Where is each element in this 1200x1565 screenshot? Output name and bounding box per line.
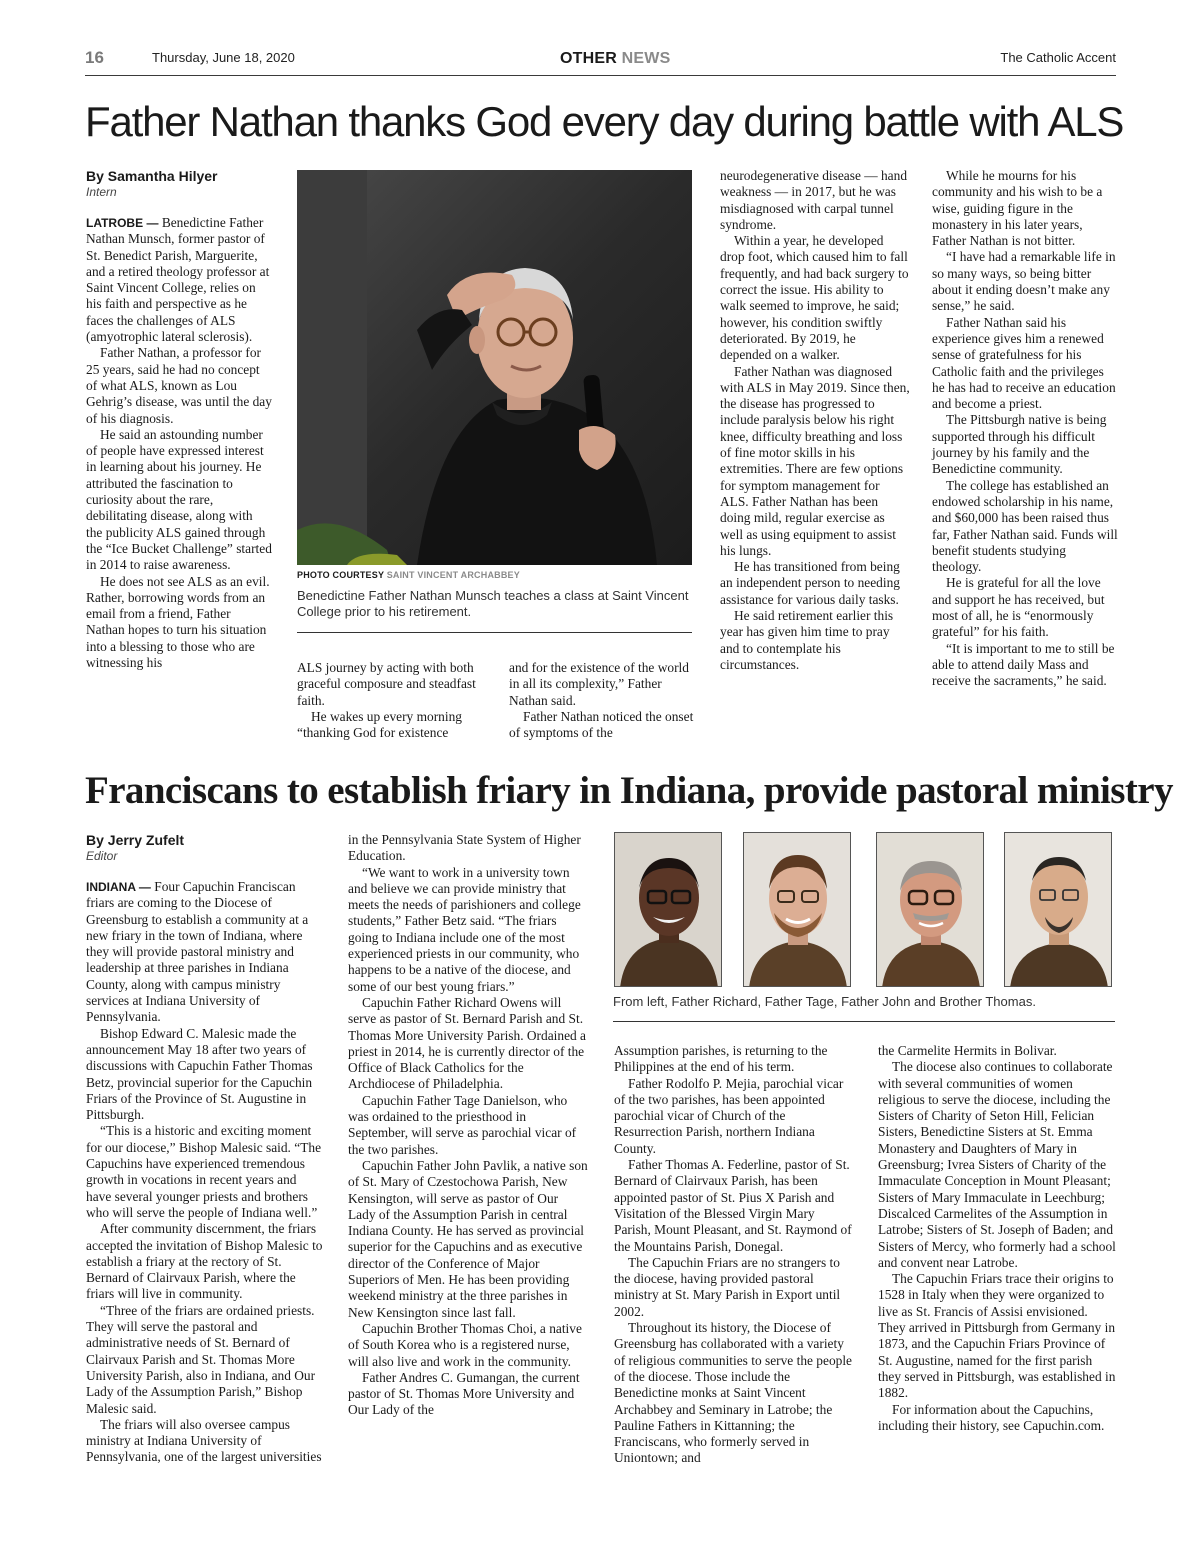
publication-name: The Catholic Accent: [1000, 50, 1116, 65]
article-paragraph: the Carmelite Hermits in Bolivar.: [878, 1043, 1057, 1058]
caption-divider: [297, 632, 692, 633]
article-paragraph: “This is a historic and exciting moment for our diocese,” Bishop Malesic said. “The Capuchins have experienced tremendous growth in vocations in recent years and have several younger priests and brothers who will serve the people of Indiana well.”: [86, 1123, 322, 1220]
portrait-photo: [1005, 833, 1112, 987]
article2-dateline: INDIANA —: [86, 880, 151, 894]
portrait-photo: [877, 833, 984, 987]
article1-headline: Father Nathan thanks God every day during battle with ALS: [85, 98, 1124, 145]
article-paragraph: Capuchin Father Richard Owens will serve as pastor of St. Bernard Parish and St. Thomas More University Parish. Ordained a priest in 2014, he is currently director of the Office of Black Catholics for the Archdiocese of Philadelphia.: [348, 994, 587, 1092]
article1-photo-caption: Benedictine Father Nathan Munsch teaches a class at Saint Vincent College prior to his retirement.: [297, 588, 689, 619]
caption-divider: [613, 1021, 1115, 1022]
article-paragraph: INDIANA — Four Capuchin Franciscan friars are coming to the Diocese of Greensburg to establish a community at a new friary in the town of Indiana, where they will provide pastoral ministry and leadership at three parishes in Indiana County, along with campus ministry services at Indiana University of Pennsylvania.: [86, 879, 309, 1025]
article-paragraph: After community discernment, the friars accepted the invitation of Bishop Malesic to establish a friary at the rectory of St. Bernard of Clairvaux Parish, where the friars will live in community.: [86, 1221, 323, 1302]
article-paragraph: “It is important to me to still be able to attend daily Mass and receive the sacraments,” he said.: [932, 640, 1115, 689]
article-paragraph: “Three of the friars are ordained priests. They will serve the pastoral and administrative needs of St. Bernard of Clairvaux Parish and St. Thomas More University Parish, also in Indiana, and Our Lady of the Assumption Parish,” Bishop Malesic said.: [86, 1302, 316, 1416]
article-paragraph: and for the existence of the world in all its complexity,” Father Nathan said.: [509, 660, 689, 708]
article-paragraph: in the Pennsylvania State System of Higher Education.: [348, 832, 581, 864]
article1-column-5: [932, 168, 1118, 690]
page-header: [85, 48, 1116, 76]
article-paragraph: neurodegenerative disease — hand weakness — in 2017, but he was misdiagnosed with carpal tunnel syndrome.: [720, 168, 908, 232]
article-paragraph: For information about the Capuchins, including their history, see Capuchin.com.: [878, 1401, 1105, 1433]
article-paragraph: The college has established an endowed scholarship in his name, and $60,000 has been raised thus far, Father Nathan said. Funds will benefit students studying theology.: [932, 477, 1118, 575]
article-paragraph: Father Nathan said his experience gives him a renewed sense of gratefulness for his Catholic faith and the privileges he has had to receive an education and become a priest.: [932, 314, 1116, 412]
article1-byline-role: Intern: [86, 185, 117, 199]
article1-byline: By Samantha Hilyer: [86, 168, 218, 184]
article2-column-4: [878, 1043, 1118, 1434]
article2-column-2: [348, 832, 588, 1419]
article-paragraph: The diocese also continues to collaborate with several communities of women religious to serve the diocese, including the Sisters of Charity of Seton Hill, Felician Sisters, Benedictine Sisters at St. Emma Monastery and Daughters of Mary in Greensburg; Ivrea Sisters of Charity of the Immaculate Conception in Mount Pleasant; Sisters of Mary Immaculate in Leechburg; Discalced Carmelites of the Assumption in Latrobe; Sisters of St. Joseph of Baden; and Sisters of Mercy, who formerly had a school and convent near Latrobe.: [878, 1059, 1116, 1270]
portrait-father-john: [876, 832, 984, 987]
article-paragraph: “I have had a remarkable life in so many ways, so being bitter about it ending doesn’t make any sense,” he said.: [932, 249, 1116, 314]
article-paragraph: Within a year, he developed drop foot, which caused him to fall frequently, and had back surgery to correct the issue. His ability to walk seemed to improve, he said; however, his condition swiftly deteriorated. By 2019, he depended on a walker.: [720, 233, 909, 363]
article2-column-1: [86, 832, 324, 1466]
portrait-photo: [744, 833, 851, 987]
article-paragraph: LATROBE — Benedictine Father Nathan Munsch, former pastor of St. Benedict Parish, Marguerite, and a retired theology professor at Saint Vincent College, relies on his faith and perspective as he faces the challenges of ALS (amyotrophic lateral sclerosis).: [86, 215, 270, 345]
portrait-photo: [615, 833, 722, 987]
article-paragraph: Capuchin Father Tage Danielson, who was ordained to the priesthood in September, will serve as parochial vicar of the two parishes.: [348, 1092, 577, 1157]
article-paragraph: While he mourns for his community and his wish to be a wise, guiding figure in the monastery in his later years, Father Nathan is not bitter.: [932, 168, 1103, 249]
article-paragraph: Father Nathan was diagnosed with ALS in May 2019. Since then, the disease has progressed to include paralysis below his right knee, difficulty breathing and loss of fine motor skills in his extremities. There are few options for symptom management for ALS. Father Nathan has been doing mild, regular exercise as well as using equipment to assist his lungs.: [720, 363, 910, 558]
article1-photo: [297, 170, 692, 565]
article-paragraph: Throughout its history, the Diocese of Greensburg has collaborated with a variety of religious communities to serve the people of the diocese. Those include the Benedictine monks at Saint Vincent Archabbey and Seminary in Latrobe; the Pauline Fathers in Kittanning; the Franciscans, who formerly served in Uniontown; and: [614, 1320, 852, 1466]
photo-credit-source: SAINT VINCENT ARCHABBEY: [386, 570, 520, 580]
article-paragraph: ALS journey by acting with both graceful composure and steadfast faith.: [297, 660, 476, 708]
section-title: [560, 50, 670, 68]
article-paragraph: Father Nathan, a professor for 25 years, said he had no concept of what ALS, known as Lou Gehrig’s disease, was until the day of his diagnosis.: [86, 345, 272, 426]
article2-photo-caption: From left, Father Richard, Father Tage, Father John and Brother Thomas.: [613, 994, 1036, 1009]
portrait-father-richard: [614, 832, 722, 987]
article1-column-1: [86, 168, 272, 671]
article2-byline-role: Editor: [86, 849, 118, 863]
photo-credit-label: PHOTO COURTESY: [297, 570, 384, 580]
article2-byline: By Jerry Zufelt: [86, 832, 185, 848]
article-paragraph: He has transitioned from being an independent person to needing assistance for various daily tasks.: [720, 559, 900, 607]
article-paragraph: The Pittsburgh native is being supported through his difficult journey by his family and the Benedictine community.: [932, 412, 1107, 477]
issue-date: Thursday, June 18, 2020: [152, 50, 295, 65]
article-paragraph: He said retirement earlier this year has given him time to pray and to contemplate his circumstances.: [720, 608, 894, 672]
portrait-father-tage: [743, 832, 851, 987]
article1-column-2: [297, 660, 483, 741]
article-paragraph: “We want to work in a university town and believe we can provide ministry that meets the needs of parishioners and college students,” Father Betz said. “The friars going to Indiana include one of the most experienced priests in our community, who happens to be a native of the diocese, and some of our best young friars.”: [348, 864, 581, 994]
article-paragraph: Father Thomas A. Federline, pastor of St. Bernard of Clairvaux Parish, has been appointed pastor of St. Pius X Parish and Visitation of the Blessed Virgin Mary Parish, Mount Pleasant, and St. Raymond of the Mountains Parish, Donegal.: [614, 1157, 852, 1254]
article2-column-3: [614, 1043, 854, 1467]
article1-column-3: [509, 660, 695, 741]
article-paragraph: Father Nathan noticed the onset of symptoms of the: [509, 708, 694, 741]
article-paragraph: He wakes up every morning “thanking God for existence: [297, 708, 462, 741]
portrait-brother-thomas: [1004, 832, 1112, 987]
priest-teaching-photo: [297, 170, 692, 565]
article2-headline: Franciscans to establish friary in Indiana, provide pastoral ministry: [85, 769, 1173, 812]
article-paragraph: Capuchin Brother Thomas Choi, a native of South Korea who is a registered nurse, will also live and work in the community.: [348, 1320, 582, 1369]
article-paragraph: The Capuchin Friars trace their origins to 1528 in Italy when they were organized to live as St. Francis of Assisi envisioned. They arrived in Pittsburgh from Germany in 1873, and the Capuchin Friars Province of St. Augustine, named for the first parish they served in Pittsburgh, was established in 1882.: [878, 1271, 1116, 1401]
article-paragraph: Assumption parishes, is returning to the Philippines at the end of his term.: [614, 1043, 828, 1075]
article1-photo-credit: [297, 570, 520, 580]
article-paragraph: Father Andres C. Gumangan, the current pastor of St. Thomas More University and Our Lady of the: [348, 1369, 580, 1418]
article1-column-4: [720, 168, 910, 673]
page-number: 16: [85, 48, 104, 67]
section-title-part2: NEWS: [621, 50, 671, 67]
section-title-part1: OTHER: [560, 50, 617, 67]
article-paragraph: Father Rodolfo P. Mejia, parochial vicar of the two parishes, has been appointed parochial vicar of Church of the Resurrection Parish, northern Indiana County.: [614, 1075, 844, 1156]
article-paragraph: Capuchin Father John Pavlik, a native son of St. Mary of Czestochowa Parish, New Kensington, will serve as pastor of Our Lady of the Assumption Parish in central Indiana County. He has served as provincial superior for the Capuchins and as executive director of the Conference of Major Superiors of Men. He has been providing weekend ministry at the three parishes in New Kensington since last fall.: [348, 1157, 588, 1320]
article-paragraph: Bishop Edward C. Malesic made the announcement May 18 after two years of discussions with Capuchin Father Thomas Betz, provincial superior for the Capuchin Friars of the Province of St. Augustine in Pittsburgh.: [86, 1025, 313, 1123]
article-paragraph: He does not see ALS as an evil. Rather, borrowing words from an email from a friend, Father Nathan hopes to turn his situation into a blessing to those who are witnessing his: [86, 573, 270, 671]
article1-dateline: LATROBE —: [86, 216, 159, 230]
article-paragraph: The Capuchin Friars are no strangers to the diocese, having provided pastoral ministry at St. Mary Parish in Export until 2002.: [614, 1254, 841, 1319]
article-paragraph: He is grateful for all the love and support he has received, but most of all, he is “enormously grateful” for his faith.: [932, 575, 1105, 640]
article-paragraph: He said an astounding number of people have expressed interest in learning about his journey. He attributed the fascination to curiosity about the rare, debilitating disease, along with the publicity ALS gained through the “Ice Bucket Challenge” started in 2014 to raise awareness.: [86, 426, 272, 573]
article-paragraph: The friars will also oversee campus ministry at Indiana University of Pennsylvania, one of the largest universities: [86, 1416, 322, 1465]
